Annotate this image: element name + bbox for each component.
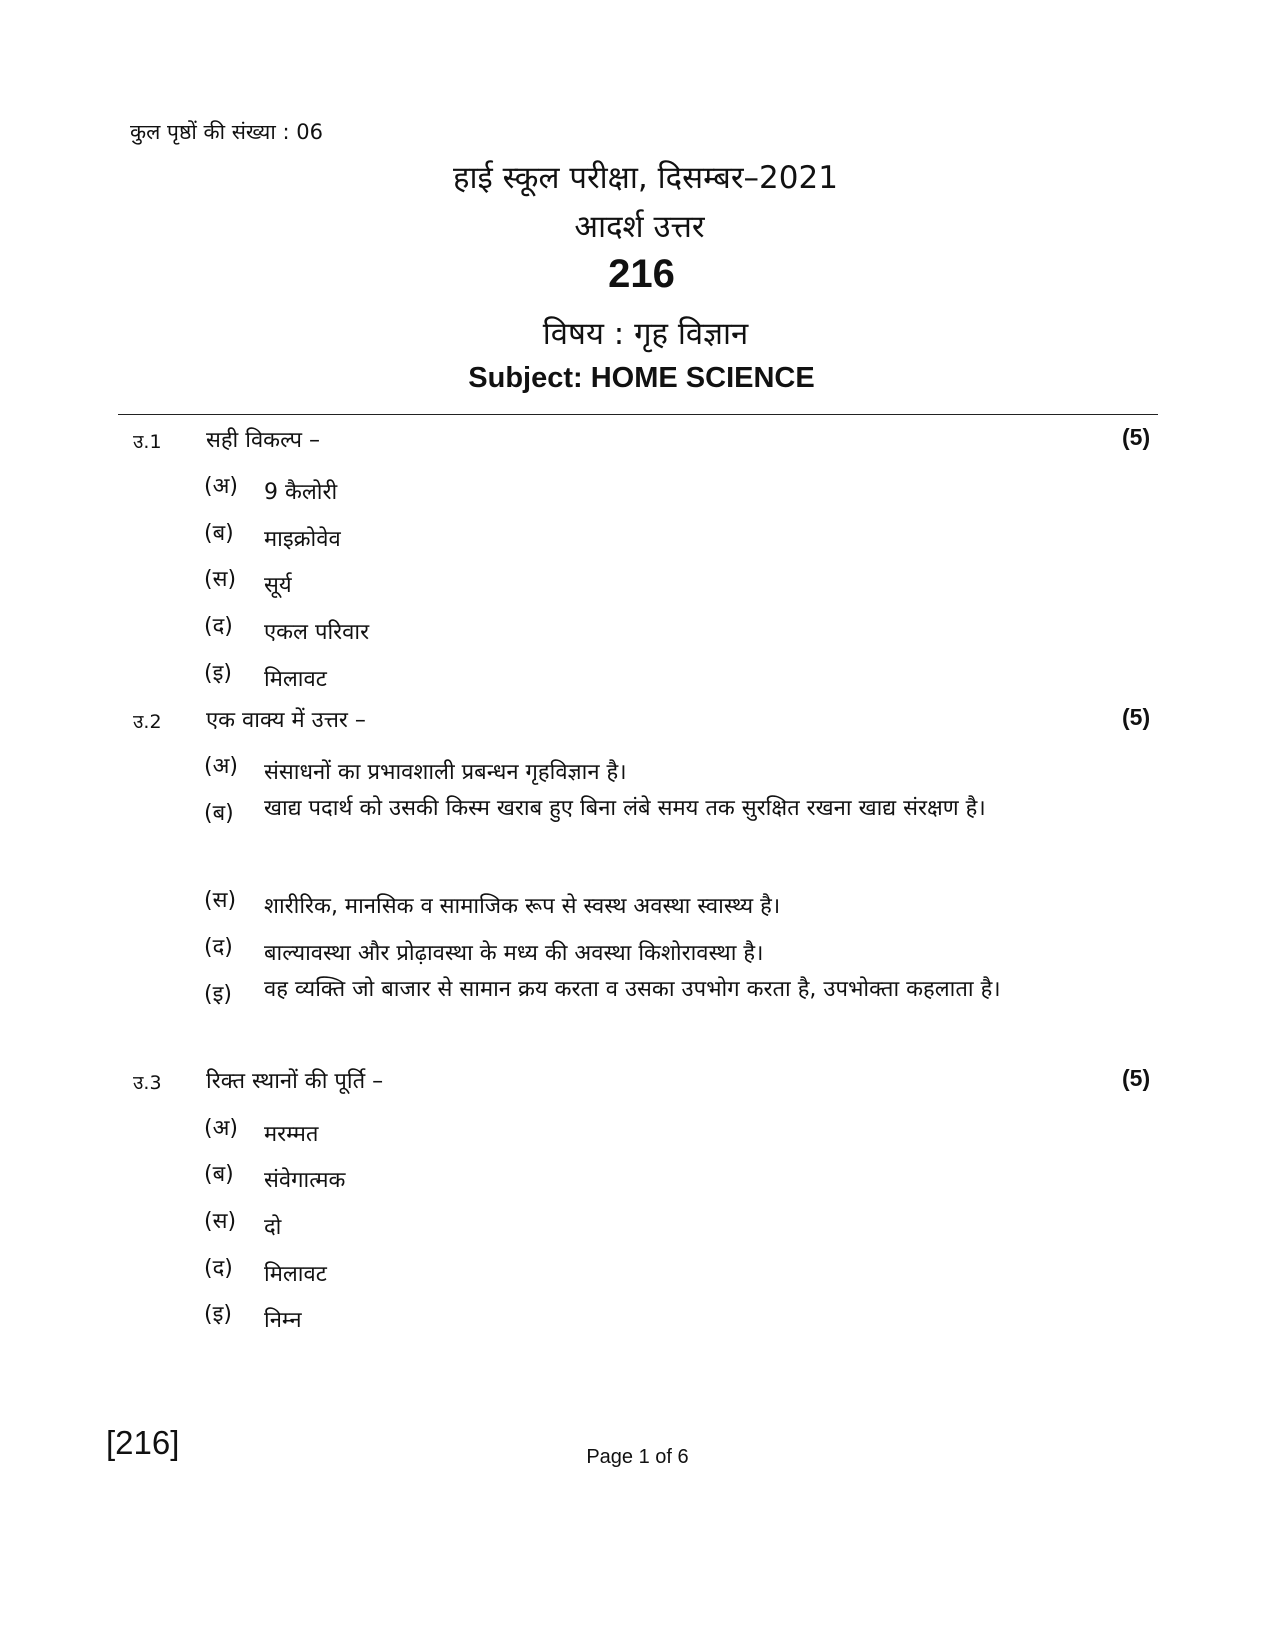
model-answer-heading: आदर्श उत्तर — [574, 209, 705, 245]
answer-label: (अ) — [204, 474, 238, 499]
answer-label: (इ) — [204, 982, 232, 1007]
subject-hindi: विषय : गृह विज्ञान — [542, 316, 749, 352]
question-number: उ.2 — [133, 711, 162, 733]
question-marks: (5) — [1122, 1065, 1151, 1091]
answer-text: सूर्य — [264, 573, 292, 598]
question-marks: (5) — [1122, 424, 1151, 450]
answer-label: (अ) — [204, 1116, 238, 1141]
question-title: रिक्त स्थानों की पूर्ति – — [206, 1069, 384, 1094]
answer-label: (इ) — [204, 661, 232, 686]
answer-text: माइक्रोवेव — [264, 527, 341, 552]
answer-label: (ब) — [204, 1162, 234, 1187]
answer-label: (स) — [204, 888, 237, 913]
answer-text: बाल्यावस्था और प्रोढ़ावस्था के मध्य की अवस्था किशोरावस्था है। — [264, 941, 764, 966]
answer-text: वह व्यक्ति जो बाजार से सामान क्रय करता व उसका उपभोग करता है, उपभोक्ता कहलाता है। — [264, 977, 1001, 1002]
answer-label: (ब) — [204, 801, 234, 826]
answer-label: (इ) — [204, 1302, 232, 1327]
page-number: Page 1 of 6 — [586, 1446, 689, 1468]
answer-label: (स) — [204, 1209, 237, 1234]
subject-english: Subject: HOME SCIENCE — [468, 362, 815, 394]
answer-text: खाद्य पदार्थ को उसकी किस्म खराब हुए बिना लंबे समय तक सुरक्षित रखना खाद्य संरक्षण है। — [264, 796, 986, 821]
answer-label: (द) — [204, 935, 233, 960]
answer-text: एकल परिवार — [264, 620, 370, 645]
question-marks: (5) — [1122, 704, 1151, 730]
answer-label: (ब) — [204, 521, 234, 546]
answer-text: शारीरिक, मानसिक व सामाजिक रूप से स्वस्थ अवस्था स्वास्थ्य है। — [264, 894, 781, 919]
answer-text: मिलावट — [264, 1262, 327, 1287]
exam-title: हाई स्कूल परीक्षा, दिसम्बर–2021 — [453, 160, 838, 196]
answer-text: मरम्मत — [264, 1122, 319, 1147]
answer-text: निम्न — [264, 1308, 302, 1333]
answer-text: मिलावट — [264, 667, 327, 692]
subject-code: 216 — [608, 252, 675, 296]
answer-label: (अ) — [204, 754, 238, 779]
answer-text: संसाधनों का प्रभावशाली प्रबन्धन गृहविज्ञान है। — [264, 760, 627, 785]
question-title: सही विकल्प – — [206, 428, 320, 453]
answer-text: संवेगात्मक — [264, 1168, 346, 1193]
answer-text: 9 कैलोरी — [264, 480, 338, 505]
header-divider — [118, 414, 1158, 415]
total-pages-note: कुल पृष्ठों की संख्या : 06 — [130, 120, 323, 144]
question-number: उ.3 — [133, 1072, 162, 1094]
footer-subject-code: [216] — [106, 1424, 180, 1461]
answer-label: (द) — [204, 1256, 233, 1281]
question-2-header — [0, 704, 1275, 734]
question-3-header — [0, 1065, 1275, 1095]
question-title: एक वाक्य में उत्तर – — [206, 708, 366, 733]
answer-text: दो — [264, 1215, 282, 1240]
question-1-header — [0, 424, 1275, 454]
answer-label: (स) — [204, 567, 237, 592]
answer-label: (द) — [204, 614, 233, 639]
question-number: उ.1 — [133, 431, 162, 453]
